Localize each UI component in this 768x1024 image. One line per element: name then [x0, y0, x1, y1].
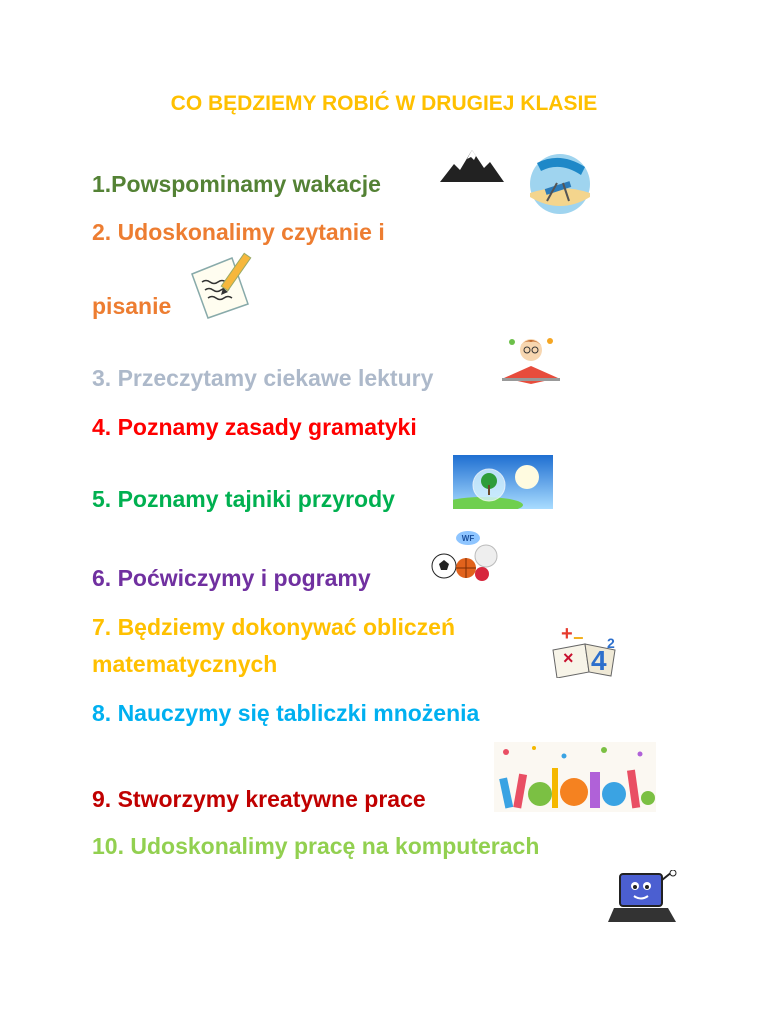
item-6-text: 6. Poćwiczymy i pogramy [92, 565, 371, 591]
child-reading-book-icon [498, 334, 562, 386]
item-5-text: 5. Poznamy tajniki przyrody [92, 486, 395, 512]
nature-globe-icon [453, 455, 553, 509]
item-9-text: 9. Stworzymy kreatywne prace [92, 786, 426, 812]
item-3-text: 3. Przeczytamy ciekawe lektury [92, 365, 434, 391]
item-1-text: 1.Powspominamy wakacje [92, 171, 381, 197]
item-2-text-line1: 2. Udoskonalimy czytanie i [92, 219, 385, 245]
item-7-text-line1: 7. Będziemy dokonywać obliczeń [92, 614, 455, 640]
svg-text:×: × [563, 648, 574, 668]
item-10-text: 10. Udoskonalimy pracę na komputerach [92, 833, 540, 859]
item-7-text-line2: matematycznych [92, 651, 278, 677]
writing-paper-pencil-icon [188, 252, 260, 320]
sports-badge-label: WF [461, 534, 475, 543]
svg-text:2: 2 [607, 635, 615, 651]
svg-text:−: − [573, 628, 584, 648]
laptop-icon [606, 870, 678, 928]
math-book-icon [549, 620, 621, 678]
document-title: CO BĘDZIEMY ROBIĆ W DRUGIEJ KLASIE [170, 92, 598, 115]
beach-chair-icon [527, 153, 593, 215]
item-2-text-line2: pisanie [92, 293, 172, 319]
art-supplies-icon [494, 742, 656, 812]
svg-text:+: + [561, 623, 573, 645]
item-4-text: 4. Poznamy zasady gramatyki [92, 414, 417, 440]
sports-balls-icon [422, 528, 510, 586]
mountain-icon [440, 148, 504, 184]
svg-text:4: 4 [591, 645, 607, 676]
item-8-text: 8. Nauczymy się tabliczki mnożenia [92, 700, 480, 726]
